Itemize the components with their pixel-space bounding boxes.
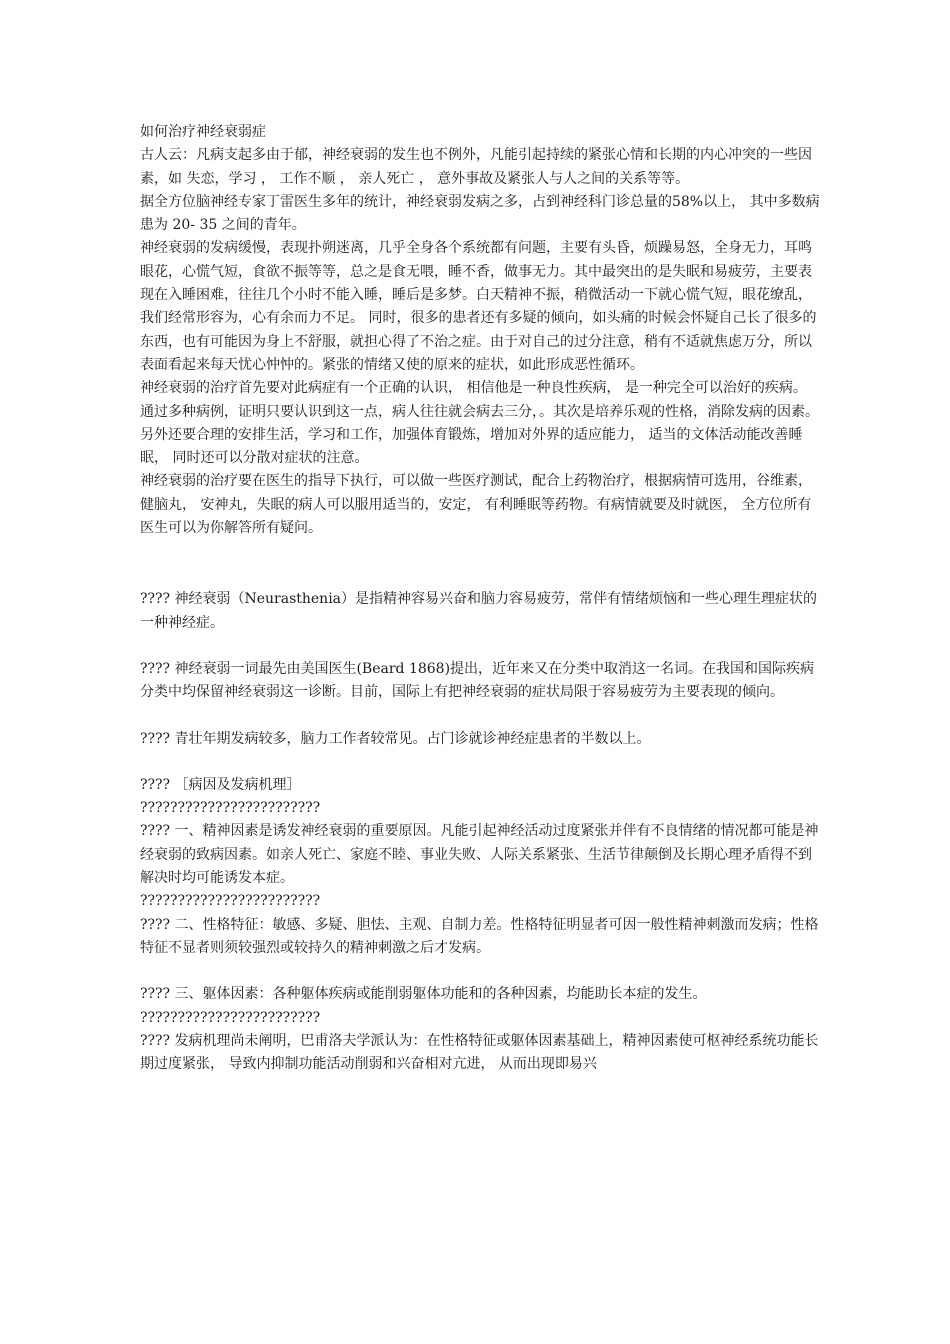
garbled-line: ???????????????????????? <box>140 800 321 817</box>
section-spacer <box>140 540 820 588</box>
spacer <box>140 635 820 658</box>
section-heading-etiology: ???? ［病因及发病机理］ <box>140 776 301 793</box>
paragraph-history: ???? 神经衰弱一词最先由美国医生(Beard 1868)提出，近年来又在分类中取消这一名词。在我国和国际疾病分类中均保留神经衰弱这一诊断。目前，国际上有把神经衰弱的症状局限于容易疲劳为主要表现的倾向。 <box>140 660 815 701</box>
paragraph-treatment-medication: 神经衰弱的治疗要在医生的指导下执行，可以做一些医疗测试，配合上药物治疗，根据病情可选用，谷维素， 健脑丸， 安神丸，失眠的病人可以服用适当的，安定， 有利睡眠等药物。有病情就要及时就医， 全方位所有医生可以为你解答所有疑问。 <box>140 473 817 537</box>
spacer <box>140 705 820 728</box>
paragraph-causes: 古人云：凡病支起多由于郁，神经衰弱的发生也不例外，凡能引起持续的紧张心情和长期的内心冲突的一些因素，如 失恋，学习 ， 工作不顺 ， 亲人死亡 ， 意外事故及紧张人与人之间的关系等等。 <box>140 147 812 187</box>
garbled-line: ???????????????????????? <box>140 893 321 910</box>
paragraph-personality: ???? 二、性格特征：敏感、多疑、胆怯、主观、自制力差。性格特征明显者可因一般性精神刺激而发病；性格特征不显者则须较强烈或较持久的精神刺激之后才发病。 <box>140 916 819 956</box>
document-title: 如何治疗神经衰弱症 <box>140 124 266 140</box>
paragraph-statistics: 据全方位脑神经专家丁雷医生多年的统计，神经衰弱发病之多，占到神经科门诊总量的58%以上， 其中多数病患为 20- 35 之间的青年。 <box>140 193 820 234</box>
paragraph-symptoms: 神经衰弱的发病缓慢，表现扑朔迷离，几乎全身各个系统都有问题，主要有头昏，烦躁易怒，全身无力，耳鸣眼花，心慌气短，食欲不振等等，总之是食无喂，睡不香，做事无力。其中最突出的是失眠和易疲劳，主要表现在入睡困难，往往几个小时不能入睡，睡后是多梦。白天精神不振，稍微活动一下就心慌气短，眼花缭乱，我们经常形容为，心有余而力不足。 同时，很多的患者还有多疑的倾向，如头痛的时候会怀疑自己长了很多的东西，也有可能因为身上不舒服，就担心得了不治之症。由于对自己的过分注意，稍有不适就焦虑万分，所以表面看起来每天忧心忡忡的。紧张的情绪又使的原来的症状，如此形成恶性循环。 <box>140 240 817 373</box>
spacer <box>140 960 820 983</box>
paragraph-definition: ???? 神经衰弱（Neurasthenia）是指精神容易兴奋和脑力容易疲劳，常伴有情绪烦恼和一些心理生理症状的一种神经症。 <box>140 591 818 631</box>
paragraph-treatment-attitude: 神经衰弱的治疗首先要对此病症有一个正确的认识， 相信他是一种良性疾病， 是一种完全可以治好的疾病。 通过多种病例，证明只要认识到这一点，病人往往就会病去三分，。其次是培养乐观的性格，消除发病的因素。另外还要合理的安排生活，学习和工作，加强体育锻炼，增加对外界的适应能力， 适当的文体活动能改善睡眠， 同时还可以分散对症状的注意。 <box>140 380 819 467</box>
paragraph-physical-factors: ???? 三、躯体因素：各种躯体疾病或能削弱躯体功能和的各种因素，均能助长本症的发生。 <box>140 986 707 1003</box>
garbled-line: ???????????????????????? <box>140 1009 321 1026</box>
paragraph-mechanism: ???? 发病机理尚未阐明，巴甫洛夫学派认为：在性格特征或躯体因素基础上，精神因素使可枢神经系统功能长期过度紧张， 导致内抑制功能活动削弱和兴奋相对亢进， 从而出现即易兴 <box>140 1032 819 1073</box>
spacer <box>140 751 820 774</box>
paragraph-mental-factors: ???? 一、精神因素是诱发神经衰弱的重要原因。凡能引起神经活动过度紧张并伴有不良情绪的情况都可能是神经衰弱的致病因素。如亲人死亡、家庭不睦、事业失败、人际关系紧张、生活节律颠倒及长期心理矛盾得不到解决时均可能诱发本症。 <box>140 823 819 887</box>
document-page <box>140 121 820 1076</box>
paragraph-epidemiology: ???? 青壮年期发病较多，脑力工作者较常见。占门诊就诊神经症患者的半数以上。 <box>140 730 651 747</box>
